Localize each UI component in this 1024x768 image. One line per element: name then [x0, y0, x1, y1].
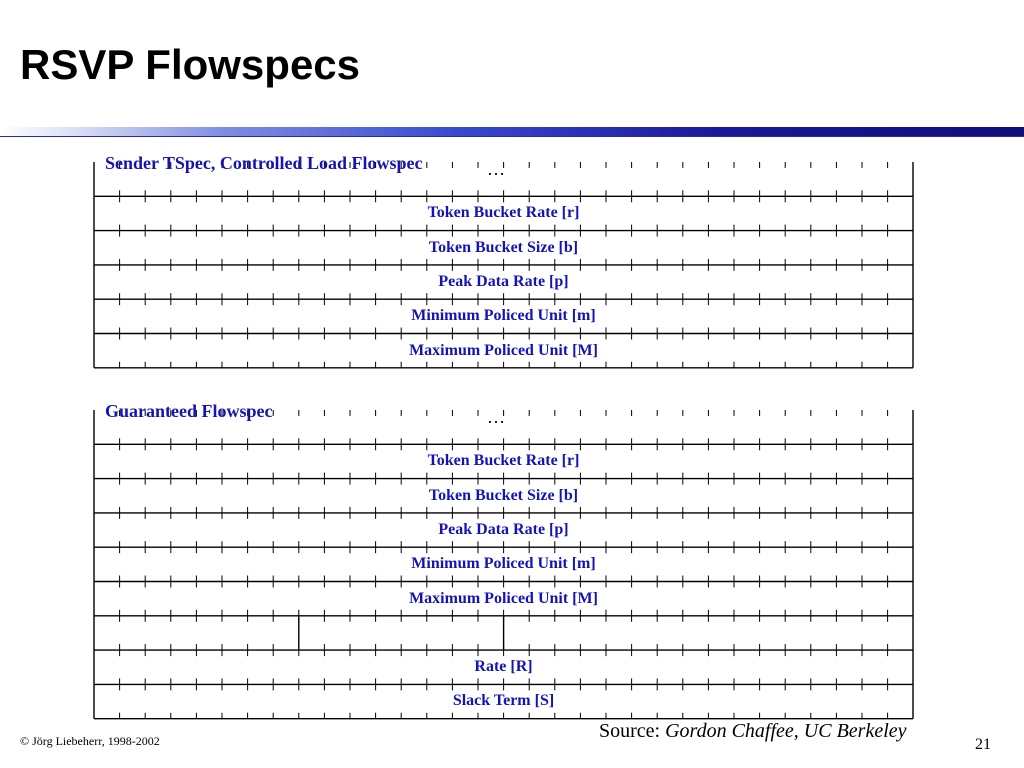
spec1-label: Sender TSpec, Controlled Load Flowspec [105, 153, 423, 173]
source-prefix: Source: [599, 720, 666, 742]
spec2-field-label: Token Bucket Rate [r] [427, 452, 580, 470]
spec1-field-label: Peak Data Rate [p] [438, 272, 569, 290]
spec2-field-label: Minimum Policed Unit [m] [411, 555, 596, 573]
source-citation [599, 720, 907, 743]
source-author: Gordon Chaffee, UC Berkeley [665, 720, 907, 742]
spec2-field-label: Slack Term [S] [452, 692, 555, 710]
spec1-field-label: Maximum Policed Unit [M] [409, 341, 598, 359]
spec1-field-label: Token Bucket Size [b] [428, 238, 579, 256]
spec1-field-label: Minimum Policed Unit [m] [411, 307, 596, 325]
slide-title: RSVP Flowspecs [20, 41, 361, 88]
spec1-field-label: Token Bucket Rate [r] [427, 204, 580, 222]
page-number: 21 [975, 736, 991, 753]
spec2-field-label: Peak Data Rate [p] [438, 520, 569, 538]
copyright-notice: © Jörg Liebeherr, 1998-2002 [20, 734, 160, 748]
spec2-field-label: Rate [R] [474, 658, 533, 676]
spec2-ellipsis: … [487, 407, 505, 427]
spec2-field-label: Token Bucket Size [b] [428, 486, 579, 504]
spec2-field-label: Maximum Policed Unit [M] [409, 589, 598, 607]
spec2-label: Guaranteed Flowspec [105, 401, 273, 421]
spec1-ellipsis: … [487, 159, 505, 179]
